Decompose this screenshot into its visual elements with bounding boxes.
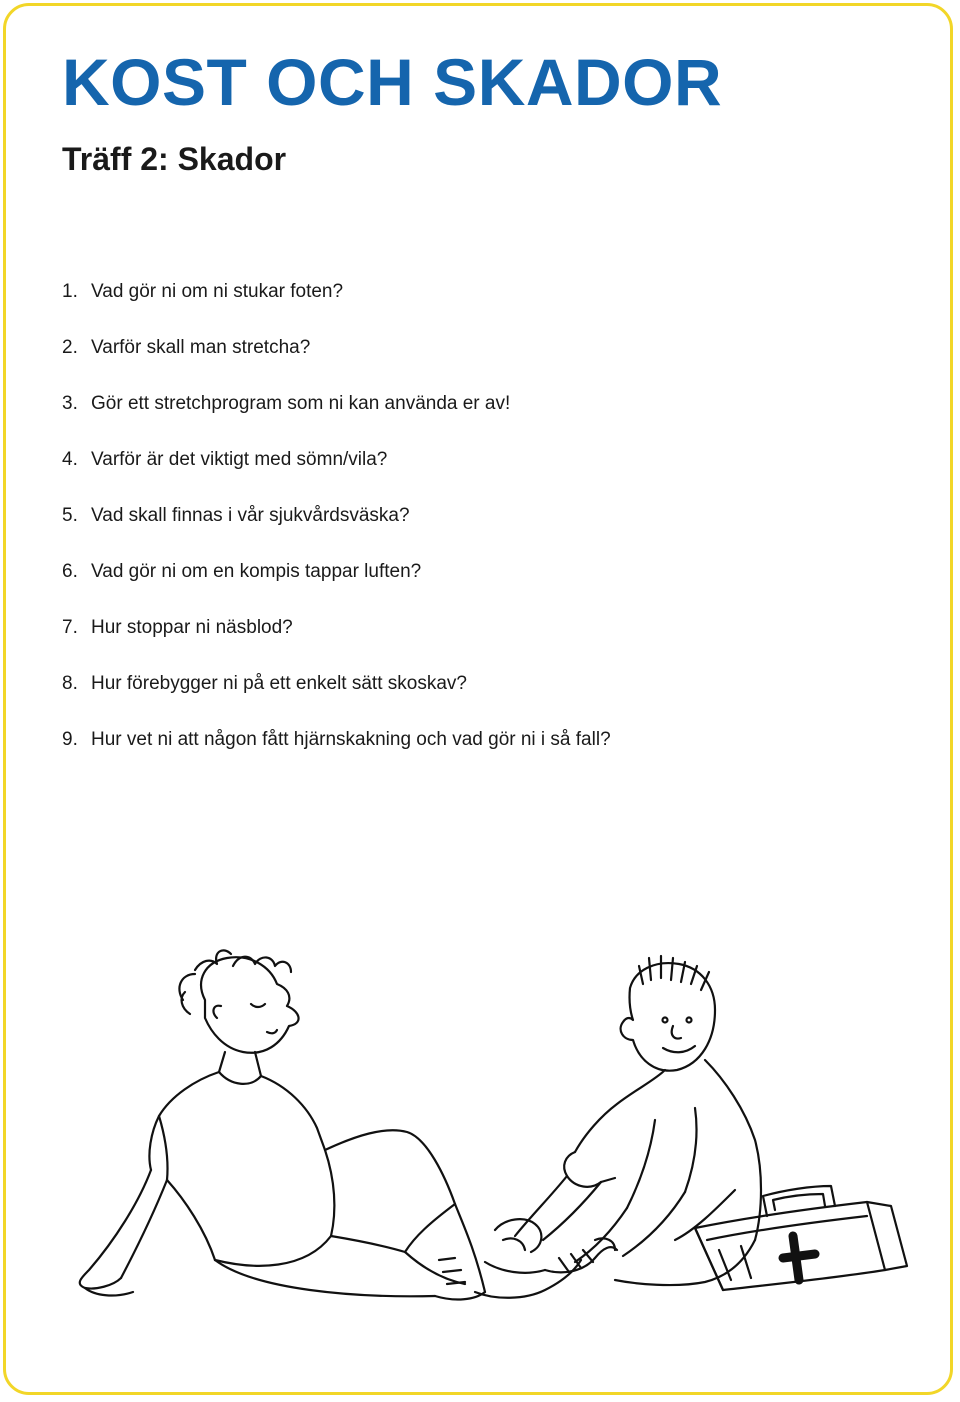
- question-item: [62, 390, 611, 446]
- question-number: 8.: [62, 673, 78, 694]
- question-number: 9.: [62, 729, 78, 750]
- question-item: [62, 614, 611, 670]
- page-subtitle: Träff 2: Skador: [62, 141, 287, 177]
- question-text: Vad skall finnas i vår sjukvårdsväska?: [91, 505, 410, 526]
- question-text: Vad gör ni om ni stukar foten?: [91, 281, 344, 302]
- question-text: Gör ett stretchprogram som ni kan använda er av!: [91, 393, 511, 414]
- question-item: [62, 334, 611, 390]
- question-number: 7.: [62, 617, 78, 638]
- question-item: [62, 726, 611, 782]
- question-item: [62, 670, 611, 726]
- first-aid-illustration: [55, 940, 915, 1330]
- question-item: [62, 278, 611, 334]
- question-text: Varför skall man stretcha?: [91, 337, 311, 358]
- question-text: Hur vet ni att någon fått hjärnskakning och vad gör ni i så fall?: [91, 729, 611, 750]
- page-title: KOST OCH SKADOR: [62, 45, 723, 119]
- question-text: Vad gör ni om en kompis tappar luften?: [91, 561, 422, 582]
- helper-person-drawing: [475, 956, 761, 1298]
- question-number: 1.: [62, 281, 78, 302]
- first-aid-kit-drawing: [695, 1186, 907, 1290]
- injured-person-drawing: [80, 950, 485, 1299]
- question-number: 5.: [62, 505, 78, 526]
- question-item: [62, 558, 611, 614]
- question-number: 4.: [62, 449, 78, 470]
- question-number: 2.: [62, 337, 78, 358]
- question-item: [62, 502, 611, 558]
- question-text: Hur förebygger ni på ett enkelt sätt skoskav?: [91, 673, 467, 694]
- question-item: [62, 446, 611, 502]
- question-text: Varför är det viktigt med sömn/vila?: [91, 449, 388, 470]
- question-text: Hur stoppar ni näsblod?: [91, 617, 293, 638]
- question-number: 3.: [62, 393, 78, 414]
- question-list: [62, 278, 611, 782]
- question-number: 6.: [62, 561, 78, 582]
